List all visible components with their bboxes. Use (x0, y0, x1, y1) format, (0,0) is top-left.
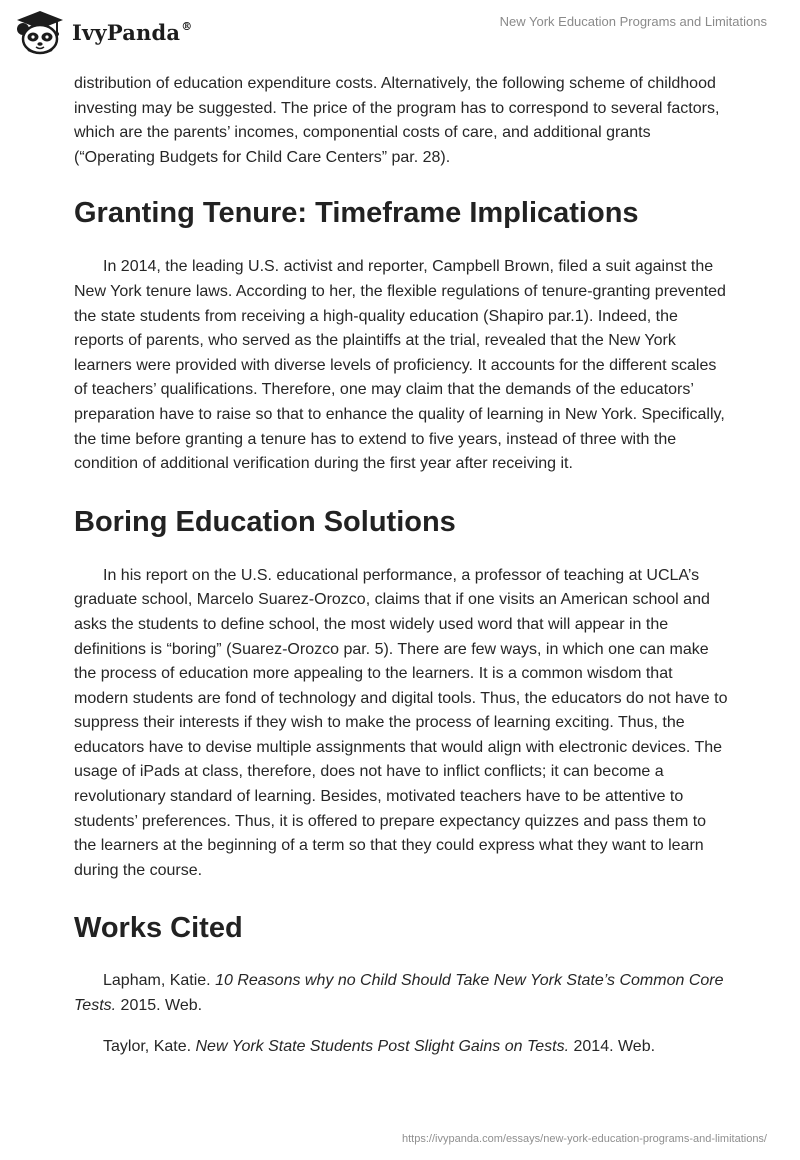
section-heading-boring-education: Boring Education Solutions (74, 505, 456, 538)
citation-author: Lapham, Katie. (103, 972, 216, 990)
document-title: New York Education Programs and Limitations (499, 14, 767, 29)
page-header (0, 0, 800, 64)
intro-paragraph: distribution of education expenditure costs. Alternatively, the following scheme of childhood investing may be suggested. The price of the program has to correspond to several factors, which are the parents’ incomes, componential costs of care, and additional grants (“Operating Budgets for Child Care Centers” par. 28). (74, 75, 720, 166)
citation-title: 10 Reasons why no Child Should Take New York State’s Common Core Tests. (74, 972, 724, 1015)
brand-name: IvyPanda® (72, 19, 193, 45)
citation-title: New York State Students Post Slight Gains on Tests. (195, 1037, 570, 1055)
section-heading-granting-tenure: Granting Tenure: Timeframe Implications (74, 197, 639, 230)
citation-taylor (74, 1035, 730, 1060)
paragraph-granting-tenure: In 2014, the leading U.S. activist and reporter, Campbell Brown, filed a suit against the New York tenure laws. According to her, the flexible regulations of tenure-granting prevented the state students from receiving a high-quality education (Shapiro par.1). Indeed, the reports of parents, who served as the plaintiffs at the trial, revealed that the New York learners were provided with diverse levels of proficiency. It accounts for the different scales of teachers’ qualifications. Therefore, one may claim that the demands of the educators’ preparation have to raise so that to enhance the quality of learning in New York. Specifically, the time before granting a tenure has to extend to five years, instead of three with the condition of additional verification during the first year after receiving it. (74, 258, 726, 473)
source-url-link[interactable]: https://ivypanda.com/essays/new-york-education-programs-and-limitations/ (402, 1133, 767, 1145)
citation-details: 2015. Web. (116, 997, 203, 1015)
registered-mark: ® (181, 19, 193, 33)
essay-body (74, 72, 730, 1075)
panda-graduate-icon (14, 9, 66, 55)
works-cited-heading: Works Cited (74, 912, 243, 945)
citation-lapham (74, 969, 730, 1018)
ivypanda-logo[interactable] (14, 9, 192, 55)
citation-details: 2014. Web. (569, 1037, 656, 1055)
citation-author: Taylor, Kate. (103, 1037, 196, 1055)
paragraph-boring-education: In his report on the U.S. educational performance, a professor of teaching at UCLA’s graduate school, Marcelo Suarez-Orozco, claims that if one visits an American school and asks the students to define school, the most widely used word that will appear in the definitions is “boring” (Suarez-Orozco par. 5). There are few ways, in which one can make the process of education more appealing to the learners. It is a common wisdom that modern students are fond of technology and digital tools. Thus, the educators do not have to suppress their interests if they wish to make the process of learning exciting. Thus, the educators have to devise multiple assignments that would align with electronic devices. The usage of iPads at class, therefore, does not have to inflict conflicts; it can become a revolutionary standard of learning. Besides, motivated teachers have to be attentive to students’ preferences. Thus, it is offered to prepare expectancy quizzes and pass them to the learners at the beginning of a term so that they could express what they want to learn during the course. (74, 566, 728, 879)
